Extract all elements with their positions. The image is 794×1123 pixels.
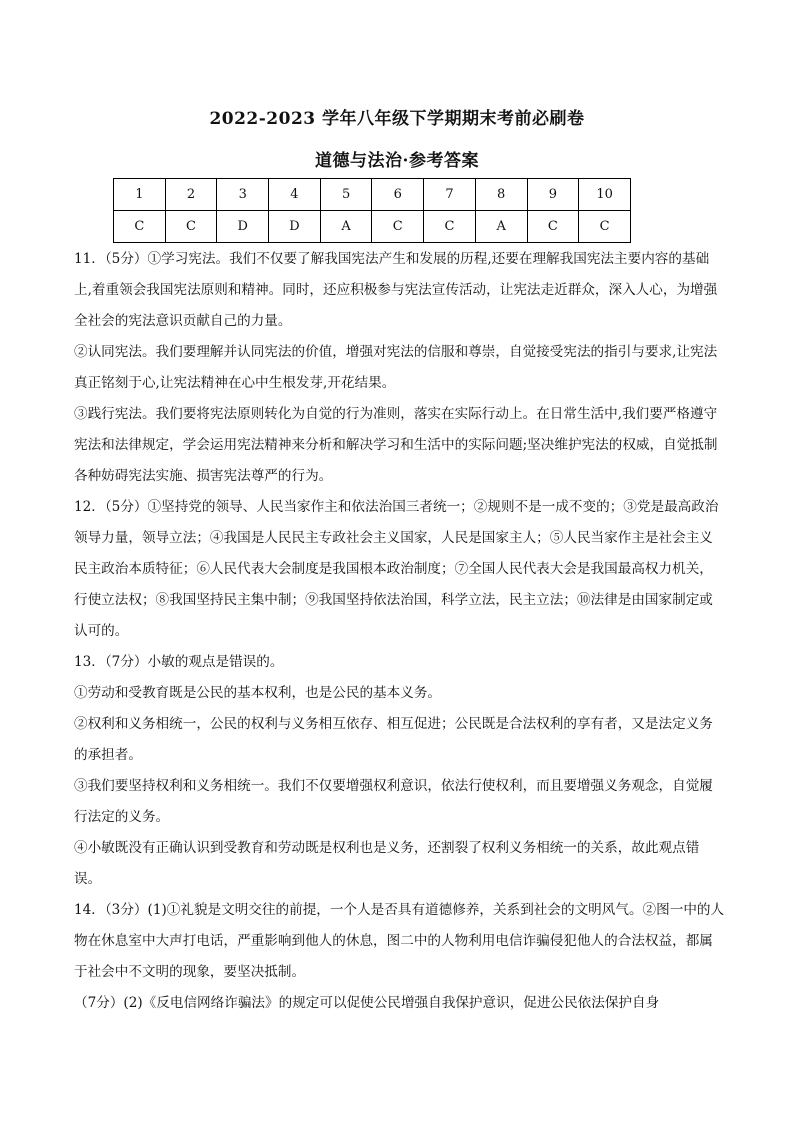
question-number-cell: 6 [372, 179, 424, 211]
answer-13-paragraph: ④小敏既没有正确认识到受教育和劳动既是权利也是义务，还割裂了权利义务相统一的关系，故此观点错误。 [74, 840, 700, 887]
answer-13-paragraph: ③我们要坚持权利和义务相统一。我们不仅要增强权利意识，依法行使权利，而且要增强义务观念，自觉履行法定的义务。 [74, 778, 713, 825]
document-title: 2022-2023 学年八年级下学期期末考前必刷卷 [209, 109, 585, 129]
answer-13-paragraph: 13．（7分）小敏的观点是错误的。 [74, 654, 284, 670]
question-number-cell: 9 [527, 179, 579, 211]
question-number-cell: 1 [114, 179, 166, 211]
question-number-cell: 2 [165, 179, 217, 211]
answer-13-paragraph: ②权利和义务相统一，公民的权利与义务相互依存、相互促进；公民既是合法权利的享有者，又是法定义务的承担者。 [74, 716, 713, 763]
answer-explanations [74, 244, 726, 1019]
question-number-cell: 3 [217, 179, 269, 211]
answer-13-paragraph: ①劳动和受教育既是公民的基本权利，也是公民的基本义务。 [74, 685, 442, 701]
question-number-cell: 4 [269, 179, 321, 211]
answer-row [114, 211, 631, 243]
question-number-cell: 7 [424, 179, 476, 211]
question-number-cell: 5 [320, 179, 372, 211]
answer-table [113, 178, 631, 243]
answer-11-paragraph: ③践行宪法。我们要将宪法原则转化为自觉的行为准则，落实在实际行动上。在日常生活中,我们要严格遵守宪法和法律规定，学会运用宪法精神来分析和解决学习和生活中的实际问题;坚决维护宪法的权威，自觉抵制各种妨碍宪法实施、损害宪法尊严的行为。 [74, 406, 718, 484]
document-subtitle: 道德与法治·参考答案 [315, 151, 479, 171]
answer-12-paragraph: 12．（5分）①坚持党的领导、人民当家作主和依法治国三者统一；②规则不是一成不变的；③党是最高政治领导力量，领导立法；④我国是人民民主专政社会主义国家，人民是国家主人；⑤人民当家作主是社会主义民主政治本质特征；⑥人民代表大会制度是我国根本政治制度；⑦全国人民代表大会是我国最高权力机关，行使立法权；⑧我国坚持民主集中制；⑨我国坚持依法治国，科学立法，民主立法；⑩法律是由国家制定或认可的。 [74, 499, 719, 639]
answer-cell: C [527, 211, 579, 243]
answer-cell: C [114, 211, 166, 243]
answer-11-paragraph: ②认同宪法。我们要理解并认同宪法的价值，增强对宪法的信服和尊崇，自觉接受宪法的指引与要求,让宪法真正铭刻于心,让宪法精神在心中生根发芽,开花结果。 [74, 344, 718, 391]
question-number-row [114, 179, 631, 211]
answer-cell: A [320, 211, 372, 243]
answer-cell: D [269, 211, 321, 243]
answer-11-paragraph: 11．（5分）①学习宪法。我们不仅要了解我国宪法产生和发展的历程,还要在理解我国宪法主要内容的基础上,着重领会我国宪法原则和精神。同时，还应积极参与宪法宣传活动，让宪法走近群众，深入人心，为增强全社会的宪法意识贡献自己的力量。 [74, 251, 718, 329]
answer-14-paragraph: 14．（3分）(1)①礼貌是文明交往的前提，一个人是否具有道德修养，关系到社会的文明风气。②图一中的人物在休息室中大声打电话，严重影响到他人的休息，图二中的人物利用电信诈骗侵犯他人的合法权益，都属于社会中不文明的现象，要坚决抵制。 [74, 902, 725, 980]
answer-cell: C [579, 211, 631, 243]
answer-cell: C [372, 211, 424, 243]
answer-cell: D [217, 211, 269, 243]
answer-cell: A [475, 211, 527, 243]
answer-cell: C [165, 211, 217, 243]
question-number-cell: 8 [475, 179, 527, 211]
answer-cell: C [424, 211, 476, 243]
answer-14-paragraph: （7分）(2)《反电信网络诈骗法》的规定可以促使公民增强自我保护意识，促进公民依法保护自身 [74, 995, 660, 1011]
question-number-cell: 10 [579, 179, 631, 211]
